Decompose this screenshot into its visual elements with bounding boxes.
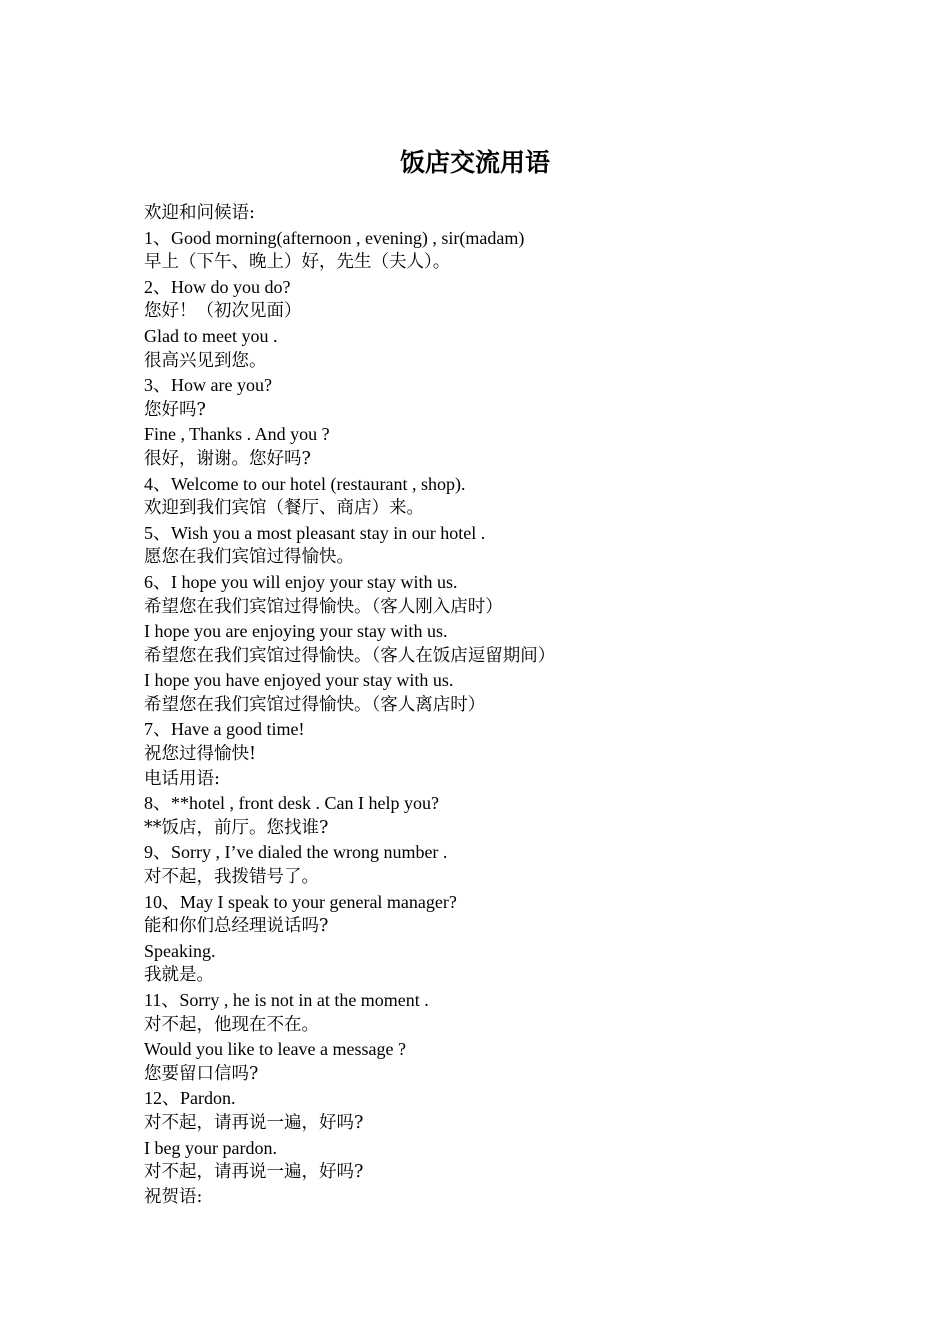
english-line: 3、How are you? [144,375,272,396]
english-line: 9、Sorry , I’ve dialed the wrong number . [144,842,448,863]
english-line: Would you like to leave a message ? [144,1039,406,1060]
phrase-list [144,201,864,1209]
english-line: I hope you are enjoying your stay with us. [144,621,448,642]
chinese-line: 对不起，请再说一遍，好吗? [144,1112,364,1133]
chinese-line: 对不起，请再说一遍，好吗? [144,1162,364,1183]
english-line: 10、May I speak to your general manager? [144,891,457,912]
english-line: 12、Pardon. [144,1088,236,1109]
chinese-line: 希望您在我们宾馆过得愉快。（客人离店时） [144,694,486,715]
chinese-line: 您要留口信吗? [144,1063,259,1084]
english-line: 4、Welcome to our hotel (restaurant , shop). [144,473,466,494]
chinese-line: 祝您过得愉快! [144,744,257,765]
english-line: Fine , Thanks . And you ? [144,424,330,445]
chinese-line: 很好，谢谢。您好吗? [144,448,311,469]
chinese-line: 您好！（初次见面） [144,301,302,322]
english-line: 11、Sorry , he is not in at the moment . [144,990,429,1010]
chinese-line: 电话用语: [144,768,220,789]
chinese-line: 对不起，他现在不在。 [144,1014,319,1035]
chinese-line: 希望您在我们宾馆过得愉快。（客人刚入店时） [144,596,503,617]
english-line: 6、I hope you will enjoy your stay with us. [144,571,458,592]
chinese-line: **饭店，前厅。您找谁? [144,817,329,838]
english-line: 1、Good morning(afternoon , evening) , sir(madam) [144,227,525,248]
chinese-line: 很高兴见到您。 [144,350,267,371]
chinese-line: 愿您在我们宾馆过得愉快。 [144,547,354,568]
english-line: I hope you have enjoyed your stay with us. [144,670,454,691]
english-line: 2、How do you do? [144,276,291,297]
chinese-line: 祝贺语: [144,1186,203,1207]
chinese-line: 能和你们总经理说话吗? [144,916,329,937]
chinese-line: 欢迎和问候语: [144,203,255,223]
chinese-line: 欢迎到我们宾馆（餐厅、商店）来。 [144,498,424,519]
english-line: I beg your pardon. [144,1137,277,1158]
english-line: 8、**hotel , front desk . Can I help you? [144,793,439,814]
chinese-line: 早上（下午、晚上）好，先生（夫人）。 [144,252,451,273]
chinese-line: 希望您在我们宾馆过得愉快。（客人在饭店逗留期间） [144,645,556,666]
english-line: Speaking. [144,940,216,961]
chinese-line: 我就是。 [144,965,214,986]
english-line: 5、Wish you a most pleasant stay in our hotel . [144,522,486,543]
page-title: 饭店交流用语 [399,148,550,177]
chinese-line: 对不起，我拨错号了。 [144,867,319,888]
english-line: Glad to meet you . [144,325,278,346]
chinese-line: 您好吗? [144,399,206,420]
english-line: 7、Have a good time! [144,719,305,740]
